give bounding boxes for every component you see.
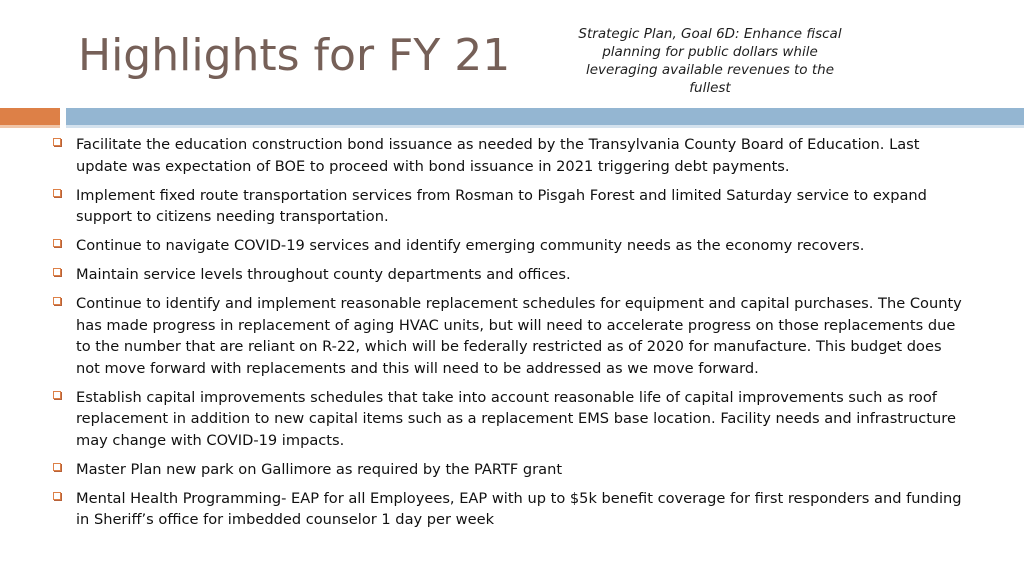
bullet-item [50, 235, 970, 257]
bullet-item [50, 185, 970, 228]
hollow-square-bullet-icon [53, 268, 61, 276]
bullet-text: Facilitate the education construction bond issuance as needed by the Transylvania County Board of Education. Last update was expectation of BOE to proceed with bond issuance in 2021 triggering debt payments. [76, 136, 920, 175]
strategic-goal-note: Strategic Plan, Goal 6D: Enhance fiscal planning for public dollars while leveraging available revenues to the fullest [578, 26, 842, 96]
slide-title: Highlights for FY 21 [78, 30, 511, 81]
bullet-text: Continue to identify and implement reasonable replacement schedules for equipment and capital purchases. The County has made progress in replacement of aging HVAC units, but will need to accelerate progress on those replacements due to the number that are reliant on R-22, which will be federally restricted as of 2020 for manufacture. This budget does not move forward with replacements and this will need to be addressed as we move forward. [76, 295, 962, 377]
bullet-text: Maintain service levels throughout county departments and offices. [76, 266, 571, 283]
bullet-item [50, 387, 970, 452]
hollow-square-bullet-icon [53, 391, 61, 399]
bullet-text: Establish capital improvements schedules that take into account reasonable life of capital improvements such as roof replacement in addition to new capital items such as a replacement EMS base location. Facility needs and infrastructure may change with COVID-19 impacts. [76, 388, 956, 449]
bullet-item [50, 293, 970, 379]
highlights-bullet-list [50, 134, 970, 538]
hollow-square-bullet-icon [53, 463, 61, 471]
hollow-square-bullet-icon [53, 138, 61, 146]
bullet-text: Implement fixed route transportation services from Rosman to Pisgah Forest and limited Saturday service to expand support to citizens needing transportation. [76, 186, 927, 225]
bullet-item [50, 134, 970, 177]
bullet-item [50, 488, 970, 531]
bullet-text: Mental Health Programming- EAP for all Employees, EAP with up to $5k benefit coverage for first responders and funding in Sheriff’s office for imbedded counselor 1 day per week [76, 489, 962, 528]
accent-bar-orange-shadow [0, 125, 60, 128]
accent-bar-orange [0, 108, 60, 125]
bullet-text: Continue to navigate COVID-19 services and identify emerging community needs as the economy recovers. [76, 237, 865, 254]
accent-bar-blue [66, 108, 1024, 125]
hollow-square-bullet-icon [53, 492, 61, 500]
bullet-item [50, 459, 970, 481]
hollow-square-bullet-icon [53, 239, 61, 247]
hollow-square-bullet-icon [53, 297, 61, 305]
accent-bar-blue-shadow [66, 125, 1024, 128]
bullet-item [50, 264, 970, 286]
hollow-square-bullet-icon [53, 189, 61, 197]
bullet-text: Master Plan new park on Gallimore as required by the PARTF grant [76, 460, 563, 478]
